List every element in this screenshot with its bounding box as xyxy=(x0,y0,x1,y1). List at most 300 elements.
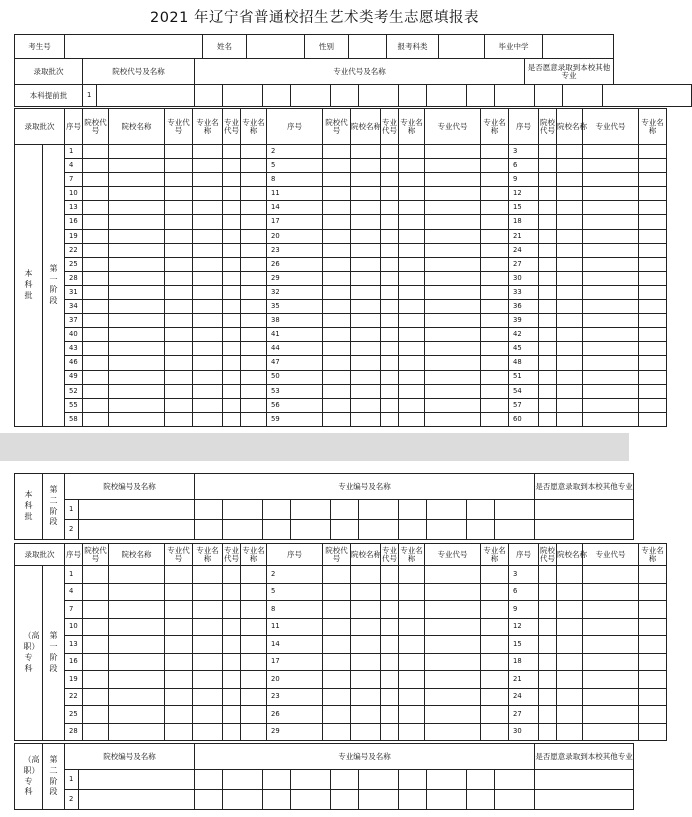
major-name-field[interactable] xyxy=(399,601,425,619)
college-name-field[interactable] xyxy=(557,257,583,271)
major-code-field[interactable] xyxy=(223,159,241,173)
major-name-field[interactable] xyxy=(193,412,223,426)
major-code-field[interactable] xyxy=(331,500,359,520)
major-name-field[interactable] xyxy=(241,243,267,257)
major-code-field[interactable] xyxy=(223,243,241,257)
major-name-field[interactable] xyxy=(639,342,667,356)
college-name-field[interactable] xyxy=(351,257,381,271)
college-code-field[interactable] xyxy=(323,257,351,271)
major-name-field[interactable] xyxy=(639,384,667,398)
major-code-field[interactable] xyxy=(165,636,193,654)
college-name-field[interactable] xyxy=(557,583,583,601)
major-code-field[interactable] xyxy=(583,243,639,257)
college-name-field[interactable] xyxy=(351,671,381,689)
major-name-field[interactable] xyxy=(291,770,331,790)
major-code-field[interactable] xyxy=(425,159,481,173)
major-code-field[interactable] xyxy=(381,583,399,601)
college-name-field[interactable] xyxy=(109,257,165,271)
college-name-field[interactable] xyxy=(557,688,583,706)
major-name-field[interactable] xyxy=(193,285,223,299)
college-name-field[interactable] xyxy=(351,243,381,257)
major-code-field[interactable] xyxy=(223,173,241,187)
college-code-field[interactable] xyxy=(323,285,351,299)
major-code-field[interactable] xyxy=(583,618,639,636)
major-name-field[interactable] xyxy=(639,300,667,314)
major-name-field[interactable] xyxy=(481,314,509,328)
college-name-field[interactable] xyxy=(351,173,381,187)
major-code-field[interactable] xyxy=(425,300,481,314)
major-name-field[interactable] xyxy=(495,790,535,810)
college-code-field[interactable] xyxy=(539,271,557,285)
major-name-field[interactable] xyxy=(193,300,223,314)
college-name-field[interactable] xyxy=(557,285,583,299)
major-code-field[interactable] xyxy=(223,636,241,654)
college-name-field[interactable] xyxy=(557,653,583,671)
college-code-field[interactable] xyxy=(323,384,351,398)
college-code-field[interactable] xyxy=(83,412,109,426)
subject-field[interactable] xyxy=(439,35,485,59)
college-name-field[interactable] xyxy=(351,300,381,314)
college-name-field[interactable] xyxy=(351,370,381,384)
college-name-field[interactable] xyxy=(109,285,165,299)
college-name-field[interactable] xyxy=(109,187,165,201)
major-code-field[interactable] xyxy=(381,159,399,173)
major-name-field[interactable] xyxy=(193,671,223,689)
college-code-field[interactable] xyxy=(539,688,557,706)
major-code-field[interactable] xyxy=(381,314,399,328)
college-code-field[interactable] xyxy=(539,285,557,299)
major-name-field[interactable] xyxy=(193,257,223,271)
major-code-field[interactable] xyxy=(425,243,481,257)
college-code-field[interactable] xyxy=(539,706,557,724)
college-code-field[interactable] xyxy=(83,145,109,159)
major-code-field[interactable] xyxy=(425,271,481,285)
major-code-field[interactable] xyxy=(583,398,639,412)
major-code-field[interactable] xyxy=(583,636,639,654)
major-name-field[interactable] xyxy=(399,356,425,370)
major-code-field[interactable] xyxy=(425,201,481,215)
college-code-field[interactable] xyxy=(539,671,557,689)
major-code-field[interactable] xyxy=(425,229,481,243)
major-code-field[interactable] xyxy=(165,370,193,384)
major-code-field[interactable] xyxy=(223,618,241,636)
college-code-field[interactable] xyxy=(539,173,557,187)
major-name-field[interactable] xyxy=(241,159,267,173)
major-code-field[interactable] xyxy=(223,314,241,328)
major-name-field[interactable] xyxy=(241,285,267,299)
major-name-field[interactable] xyxy=(639,201,667,215)
early-major-code-4[interactable] xyxy=(399,85,427,107)
college-name-field[interactable] xyxy=(557,159,583,173)
college-code-field[interactable] xyxy=(83,173,109,187)
major-code-field[interactable] xyxy=(467,770,495,790)
major-name-field[interactable] xyxy=(241,636,267,654)
major-code-field[interactable] xyxy=(381,653,399,671)
early-accept-other-field[interactable] xyxy=(603,85,692,107)
exam-no-field[interactable] xyxy=(65,35,203,59)
major-code-field[interactable] xyxy=(425,566,481,584)
college-name-field[interactable] xyxy=(109,145,165,159)
college-code-field[interactable] xyxy=(323,187,351,201)
college-name-field[interactable] xyxy=(557,201,583,215)
college-name-field[interactable] xyxy=(351,688,381,706)
college-code-field[interactable] xyxy=(83,601,109,619)
major-name-field[interactable] xyxy=(639,285,667,299)
major-name-field[interactable] xyxy=(399,583,425,601)
major-code-field[interactable] xyxy=(583,215,639,229)
major-code-field[interactable] xyxy=(399,790,427,810)
college-name-field[interactable] xyxy=(557,229,583,243)
major-code-field[interactable] xyxy=(223,653,241,671)
college-code-field[interactable] xyxy=(539,398,557,412)
gender-field[interactable] xyxy=(349,35,387,59)
major-name-field[interactable] xyxy=(193,229,223,243)
major-name-field[interactable] xyxy=(399,285,425,299)
major-name-field[interactable] xyxy=(359,770,399,790)
college-name-field[interactable] xyxy=(351,285,381,299)
early-major-name-3[interactable] xyxy=(359,85,399,107)
major-code-field[interactable] xyxy=(223,356,241,370)
major-name-field[interactable] xyxy=(481,145,509,159)
major-name-field[interactable] xyxy=(241,618,267,636)
major-name-field[interactable] xyxy=(481,159,509,173)
major-code-field[interactable] xyxy=(399,520,427,540)
early-major-code-1[interactable] xyxy=(195,85,223,107)
college-name-field[interactable] xyxy=(109,412,165,426)
major-code-field[interactable] xyxy=(381,356,399,370)
major-code-field[interactable] xyxy=(223,412,241,426)
major-code-field[interactable] xyxy=(165,342,193,356)
major-name-field[interactable] xyxy=(193,243,223,257)
major-name-field[interactable] xyxy=(481,300,509,314)
college-name-field[interactable] xyxy=(351,328,381,342)
major-name-field[interactable] xyxy=(481,384,509,398)
major-name-field[interactable] xyxy=(399,618,425,636)
major-code-field[interactable] xyxy=(583,653,639,671)
major-code-field[interactable] xyxy=(381,601,399,619)
college-name-field[interactable] xyxy=(557,601,583,619)
major-name-field[interactable] xyxy=(241,601,267,619)
early-major-code-5[interactable] xyxy=(467,85,495,107)
major-name-field[interactable] xyxy=(241,300,267,314)
major-name-field[interactable] xyxy=(481,583,509,601)
major-code-field[interactable] xyxy=(165,145,193,159)
major-name-field[interactable] xyxy=(241,384,267,398)
major-code-field[interactable] xyxy=(223,384,241,398)
major-name-field[interactable] xyxy=(241,314,267,328)
college-code-field[interactable] xyxy=(539,229,557,243)
college-code-field[interactable] xyxy=(539,653,557,671)
major-name-field[interactable] xyxy=(639,145,667,159)
major-code-field[interactable] xyxy=(165,412,193,426)
major-code-field[interactable] xyxy=(425,145,481,159)
major-name-field[interactable] xyxy=(481,706,509,724)
major-name-field[interactable] xyxy=(241,187,267,201)
college-name-field[interactable] xyxy=(557,328,583,342)
major-code-field[interactable] xyxy=(223,342,241,356)
college-name-field[interactable] xyxy=(351,653,381,671)
major-code-field[interactable] xyxy=(223,583,241,601)
college-code-field[interactable] xyxy=(539,187,557,201)
major-code-field[interactable] xyxy=(223,201,241,215)
major-name-field[interactable] xyxy=(639,271,667,285)
major-code-field[interactable] xyxy=(399,770,427,790)
major-name-field[interactable] xyxy=(399,201,425,215)
college-code-field[interactable] xyxy=(323,314,351,328)
college-name-field[interactable] xyxy=(351,601,381,619)
major-code-field[interactable] xyxy=(165,618,193,636)
college-name-field[interactable] xyxy=(557,356,583,370)
major-code-field[interactable] xyxy=(381,566,399,584)
college-code-field[interactable] xyxy=(83,300,109,314)
college-name-field[interactable] xyxy=(351,159,381,173)
college-name-field[interactable] xyxy=(351,229,381,243)
major-code-field[interactable] xyxy=(165,229,193,243)
major-name-field[interactable] xyxy=(481,271,509,285)
major-name-field[interactable] xyxy=(639,314,667,328)
major-name-field[interactable] xyxy=(399,688,425,706)
major-code-field[interactable] xyxy=(165,356,193,370)
major-code-field[interactable] xyxy=(425,671,481,689)
major-name-field[interactable] xyxy=(241,271,267,285)
major-name-field[interactable] xyxy=(399,145,425,159)
major-name-field[interactable] xyxy=(193,356,223,370)
major-code-field[interactable] xyxy=(583,688,639,706)
major-name-field[interactable] xyxy=(481,636,509,654)
major-code-field[interactable] xyxy=(165,653,193,671)
major-code-field[interactable] xyxy=(223,145,241,159)
major-code-field[interactable] xyxy=(223,215,241,229)
major-name-field[interactable] xyxy=(639,159,667,173)
major-name-field[interactable] xyxy=(399,398,425,412)
college-name-field[interactable] xyxy=(557,187,583,201)
college-name-field[interactable] xyxy=(557,566,583,584)
major-code-field[interactable] xyxy=(425,173,481,187)
college-code-field[interactable] xyxy=(539,300,557,314)
major-code-field[interactable] xyxy=(583,145,639,159)
major-code-field[interactable] xyxy=(195,500,223,520)
major-code-field[interactable] xyxy=(165,706,193,724)
college-code-field[interactable] xyxy=(83,653,109,671)
major-name-field[interactable] xyxy=(241,671,267,689)
major-code-field[interactable] xyxy=(165,215,193,229)
college-code-field[interactable] xyxy=(539,384,557,398)
major-code-field[interactable] xyxy=(583,723,639,741)
major-code-field[interactable] xyxy=(165,671,193,689)
major-name-field[interactable] xyxy=(495,770,535,790)
major-name-field[interactable] xyxy=(399,229,425,243)
major-code-field[interactable] xyxy=(467,520,495,540)
major-name-field[interactable] xyxy=(399,257,425,271)
major-code-field[interactable] xyxy=(425,356,481,370)
major-code-field[interactable] xyxy=(381,688,399,706)
college-code-field[interactable] xyxy=(539,243,557,257)
college-code-field[interactable] xyxy=(83,271,109,285)
college-code-field[interactable] xyxy=(539,215,557,229)
major-code-field[interactable] xyxy=(583,384,639,398)
major-name-field[interactable] xyxy=(399,706,425,724)
major-name-field[interactable] xyxy=(639,187,667,201)
college-name-field[interactable] xyxy=(109,271,165,285)
major-code-field[interactable] xyxy=(583,583,639,601)
college-code-field[interactable] xyxy=(323,653,351,671)
major-name-field[interactable] xyxy=(193,653,223,671)
major-code-field[interactable] xyxy=(331,520,359,540)
major-name-field[interactable] xyxy=(223,520,263,540)
college-code-field[interactable] xyxy=(539,356,557,370)
major-name-field[interactable] xyxy=(223,770,263,790)
college-code-field[interactable] xyxy=(83,257,109,271)
college-name-field[interactable] xyxy=(557,342,583,356)
major-code-field[interactable] xyxy=(381,706,399,724)
college-code-field[interactable] xyxy=(83,229,109,243)
college-name-field[interactable] xyxy=(351,342,381,356)
major-name-field[interactable] xyxy=(639,243,667,257)
major-name-field[interactable] xyxy=(193,636,223,654)
major-code-field[interactable] xyxy=(381,271,399,285)
major-code-field[interactable] xyxy=(381,215,399,229)
major-code-field[interactable] xyxy=(381,328,399,342)
college-code-field[interactable] xyxy=(323,370,351,384)
major-name-field[interactable] xyxy=(193,384,223,398)
college-name-field[interactable] xyxy=(557,271,583,285)
major-code-field[interactable] xyxy=(381,671,399,689)
accept-other-field[interactable] xyxy=(535,770,634,790)
college-name-field[interactable] xyxy=(557,370,583,384)
major-code-field[interactable] xyxy=(425,215,481,229)
college-code-field[interactable] xyxy=(323,215,351,229)
major-code-field[interactable] xyxy=(165,583,193,601)
major-code-field[interactable] xyxy=(425,342,481,356)
college-name-field[interactable] xyxy=(109,583,165,601)
major-name-field[interactable] xyxy=(639,328,667,342)
major-name-field[interactable] xyxy=(359,500,399,520)
college-name-field[interactable] xyxy=(109,300,165,314)
major-name-field[interactable] xyxy=(223,790,263,810)
college-name-field[interactable] xyxy=(109,370,165,384)
major-name-field[interactable] xyxy=(639,583,667,601)
major-code-field[interactable] xyxy=(425,314,481,328)
major-code-field[interactable] xyxy=(263,770,291,790)
college-code-field[interactable] xyxy=(83,328,109,342)
major-name-field[interactable] xyxy=(481,356,509,370)
major-code-field[interactable] xyxy=(165,243,193,257)
major-name-field[interactable] xyxy=(481,243,509,257)
college-name-field[interactable] xyxy=(109,229,165,243)
college-code-field[interactable] xyxy=(539,159,557,173)
college-name-field[interactable] xyxy=(351,187,381,201)
major-code-field[interactable] xyxy=(381,173,399,187)
major-name-field[interactable] xyxy=(193,706,223,724)
college-code-field[interactable] xyxy=(323,398,351,412)
college-name-field[interactable] xyxy=(557,723,583,741)
college-code-field[interactable] xyxy=(539,636,557,654)
major-name-field[interactable] xyxy=(481,173,509,187)
college-name-field[interactable] xyxy=(351,636,381,654)
major-code-field[interactable] xyxy=(165,398,193,412)
major-name-field[interactable] xyxy=(359,520,399,540)
major-name-field[interactable] xyxy=(481,688,509,706)
college-code-field[interactable] xyxy=(539,314,557,328)
major-name-field[interactable] xyxy=(193,201,223,215)
major-code-field[interactable] xyxy=(165,285,193,299)
major-name-field[interactable] xyxy=(427,520,467,540)
major-name-field[interactable] xyxy=(399,243,425,257)
major-code-field[interactable] xyxy=(425,636,481,654)
college-code-field[interactable] xyxy=(83,723,109,741)
college-code-field[interactable] xyxy=(83,159,109,173)
major-code-field[interactable] xyxy=(165,723,193,741)
major-name-field[interactable] xyxy=(427,770,467,790)
college-code-field[interactable] xyxy=(83,314,109,328)
early-major-code-6[interactable] xyxy=(535,85,563,107)
major-code-field[interactable] xyxy=(223,285,241,299)
major-name-field[interactable] xyxy=(193,187,223,201)
college-code-field[interactable] xyxy=(323,671,351,689)
major-name-field[interactable] xyxy=(241,706,267,724)
major-code-field[interactable] xyxy=(425,384,481,398)
college-code-field[interactable] xyxy=(83,285,109,299)
early-major-name-2[interactable] xyxy=(291,85,331,107)
major-code-field[interactable] xyxy=(583,412,639,426)
major-name-field[interactable] xyxy=(639,356,667,370)
college-code-field[interactable] xyxy=(323,412,351,426)
major-code-field[interactable] xyxy=(583,229,639,243)
major-name-field[interactable] xyxy=(481,328,509,342)
college-code-field[interactable] xyxy=(323,688,351,706)
school-field[interactable] xyxy=(543,35,614,59)
college-code-field[interactable] xyxy=(83,398,109,412)
major-code-field[interactable] xyxy=(195,520,223,540)
major-name-field[interactable] xyxy=(241,173,267,187)
college-name-field[interactable] xyxy=(351,145,381,159)
college-name-field[interactable] xyxy=(557,636,583,654)
college-field[interactable] xyxy=(79,770,195,790)
college-name-field[interactable] xyxy=(351,566,381,584)
major-code-field[interactable] xyxy=(425,285,481,299)
major-code-field[interactable] xyxy=(263,790,291,810)
major-code-field[interactable] xyxy=(165,159,193,173)
college-code-field[interactable] xyxy=(83,583,109,601)
major-name-field[interactable] xyxy=(427,500,467,520)
major-name-field[interactable] xyxy=(639,566,667,584)
major-code-field[interactable] xyxy=(223,671,241,689)
major-code-field[interactable] xyxy=(223,300,241,314)
major-name-field[interactable] xyxy=(481,342,509,356)
college-code-field[interactable] xyxy=(323,601,351,619)
major-code-field[interactable] xyxy=(425,688,481,706)
major-name-field[interactable] xyxy=(241,257,267,271)
major-name-field[interactable] xyxy=(639,412,667,426)
college-code-field[interactable] xyxy=(539,412,557,426)
major-name-field[interactable] xyxy=(399,636,425,654)
major-code-field[interactable] xyxy=(381,257,399,271)
major-name-field[interactable] xyxy=(399,328,425,342)
college-field[interactable] xyxy=(79,520,195,540)
college-name-field[interactable] xyxy=(109,159,165,173)
major-code-field[interactable] xyxy=(263,500,291,520)
major-code-field[interactable] xyxy=(381,618,399,636)
early-major-name-5[interactable] xyxy=(495,85,535,107)
major-name-field[interactable] xyxy=(639,601,667,619)
major-name-field[interactable] xyxy=(241,229,267,243)
major-code-field[interactable] xyxy=(195,770,223,790)
accept-other-field[interactable] xyxy=(535,500,634,520)
major-code-field[interactable] xyxy=(223,688,241,706)
college-name-field[interactable] xyxy=(557,314,583,328)
major-name-field[interactable] xyxy=(639,636,667,654)
major-code-field[interactable] xyxy=(583,566,639,584)
